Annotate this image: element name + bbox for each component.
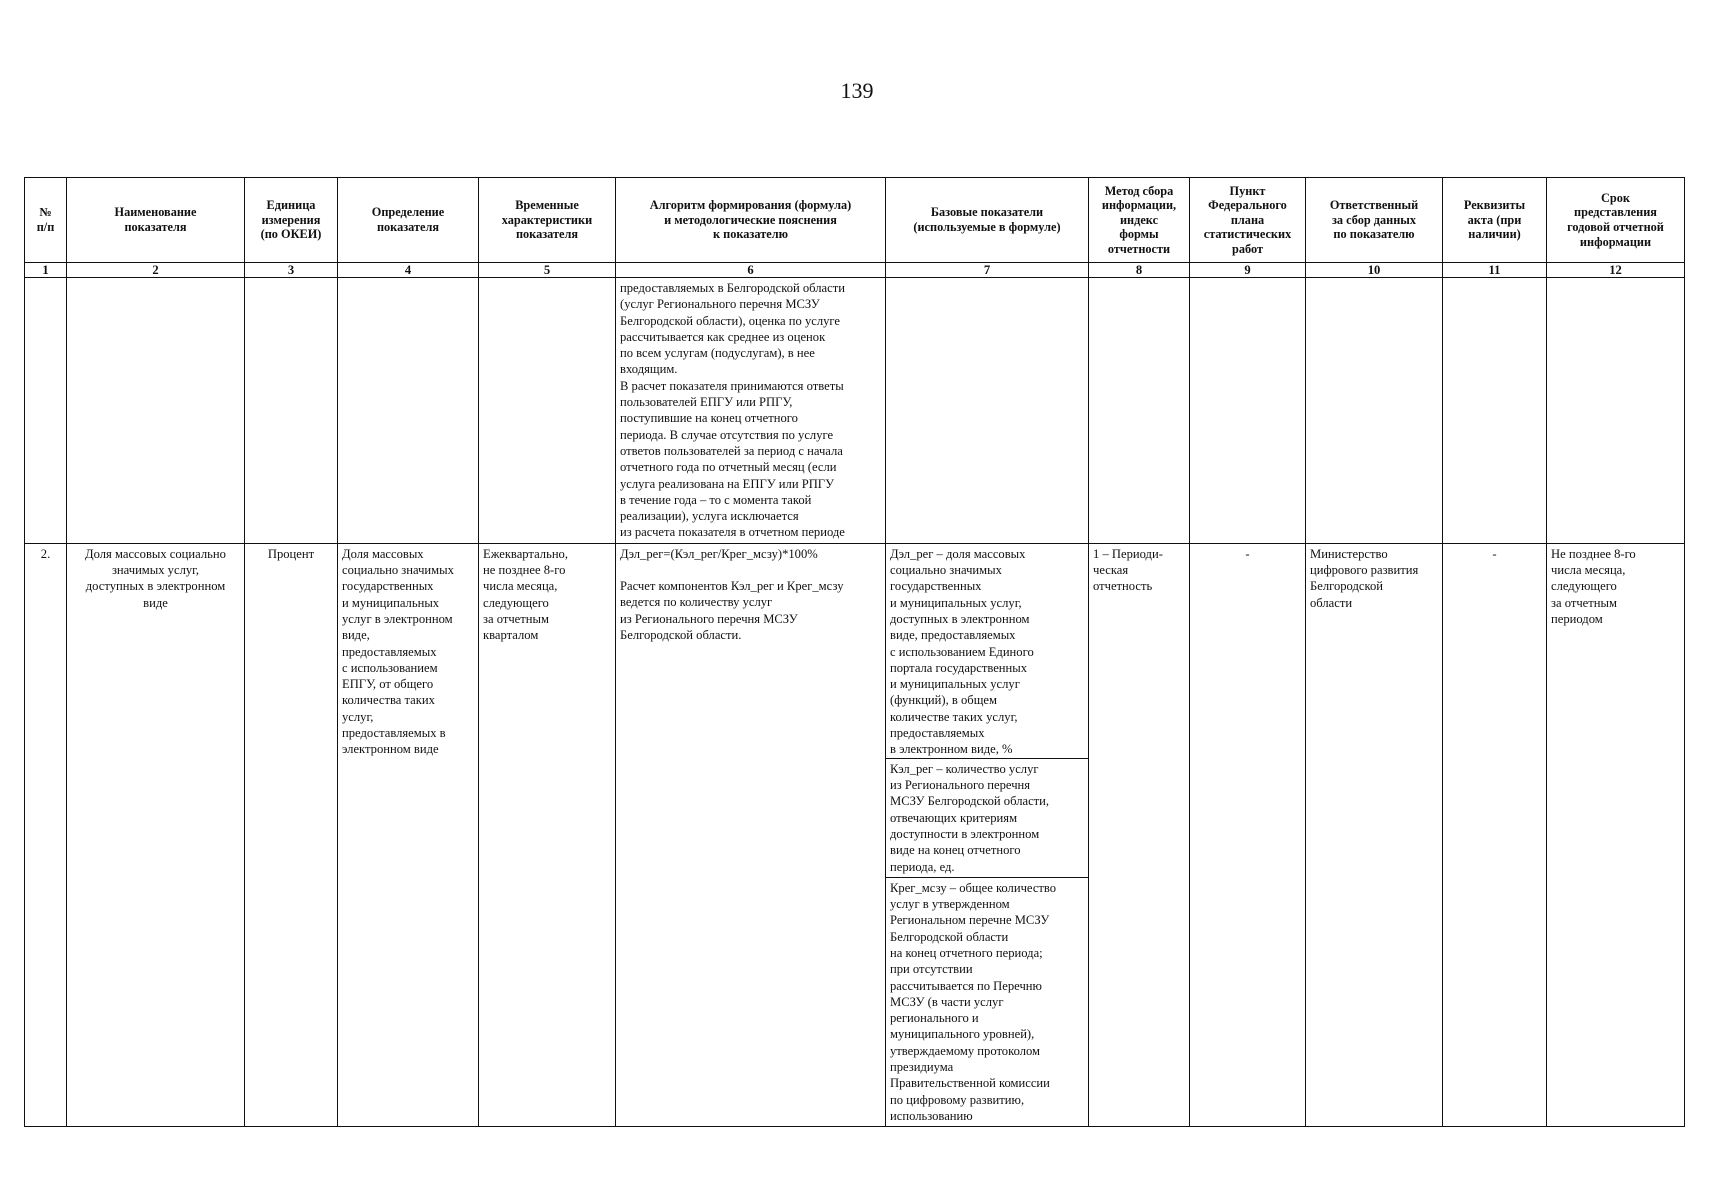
column-number: 8: [1089, 263, 1190, 278]
indicator-timing: Ежеквартально, не позднее 8-го числа месяца, следующего за отчетным кварталом: [479, 543, 616, 1126]
header-unit: Единица измерения (по ОКЕИ): [245, 178, 338, 263]
header-timing: Временные характеристики показателя: [479, 178, 616, 263]
column-number: 1: [25, 263, 67, 278]
base-indicators-cell: [886, 543, 1089, 1126]
indicator-algorithm-cell: [616, 543, 886, 1126]
column-number: 4: [338, 263, 479, 278]
table-row: [25, 543, 1685, 1126]
column-number: 2: [67, 263, 245, 278]
indicator-algorithm-text: Расчет компонентов Кэл_рег и Крег_мсзу ведется по количеству услуг из Регионального перечня МСЗУ Белгородской области.: [620, 579, 844, 642]
header-method: Метод сбора информации, индекс формы отчетности: [1089, 178, 1190, 263]
header-deadline: Срок представления годовой отчетной информации: [1547, 178, 1685, 263]
continuation-row: [25, 278, 1685, 544]
column-number-row: [25, 263, 1685, 278]
header-name: Наименование показателя: [67, 178, 245, 263]
indicator-name: Доля массовых социально значимых услуг, доступных в электронном виде: [67, 543, 245, 1126]
column-number: 11: [1443, 263, 1547, 278]
indicator-definition: Доля массовых социально значимых государственных и муниципальных услуг в электронном виде, предоставляемых с использованием ЕПГУ, от общего количества таких услуг, предоставляемых в электронном виде: [338, 543, 479, 1126]
federal-plan-item: -: [1190, 543, 1306, 1126]
header-row: [25, 178, 1685, 263]
continuation-algorithm: предоставляемых в Белгородской области (услуг Регионального перечня МСЗУ Белгородской области), оценка по услуге рассчитывается как среднее из оценок по всем услугам (подуслугам), в нее входящим. В расчет показателя принимаются ответы пользователей ЕПГУ или РПГУ, поступившие на конец отчетного периода. В случае отсутствия по услуге ответов пользователей за период с начала отчетного года по отчетный месяц (если услуга реализована на ЕПГУ или РПГУ в течение года – то с момента такой реализации), услуга исключается из расчета показателя в отчетном периоде: [616, 278, 886, 544]
column-number: 6: [616, 263, 886, 278]
responsible-body: Министерство цифрового развития Белгородской области: [1306, 543, 1443, 1126]
indicator-formula: Дэл_рег=(Кэл_рег/Крег_мсзу)*100%: [620, 546, 818, 561]
header-number: № п/п: [25, 178, 67, 263]
header-fed-plan: Пункт Федерального плана статистических работ: [1190, 178, 1306, 263]
reporting-deadline: Не позднее 8-го числа месяца, следующего за отчетным периодом: [1547, 543, 1685, 1126]
header-act: Реквизиты акта (при наличии): [1443, 178, 1547, 263]
column-number: 9: [1190, 263, 1306, 278]
header-definition: Определение показателя: [338, 178, 479, 263]
column-number: 12: [1547, 263, 1685, 278]
indicators-table: [24, 177, 1685, 1127]
column-number: 5: [479, 263, 616, 278]
column-number: 10: [1306, 263, 1443, 278]
collection-method: 1 – Периоди- ческая отчетность: [1089, 543, 1190, 1126]
base-indicator-count-electronic: Кэл_рег – количество услуг из Регионального перечня МСЗУ Белгородской области, отвечающих критериям доступности в электронном виде на конец отчетного периода, ед.: [886, 759, 1088, 878]
base-indicator-count-total: Крег_мсзу – общее количество услуг в утвержденном Региональном перечне МСЗУ Белгородской области на конец отчетного периода; при отсутствии рассчитывается по Перечню МСЗУ (в части услуг регионального и муниципального уровней), утверждаемому протоколом президиума Правительственной комиссии по цифровому развитию, использованию: [890, 880, 1057, 1123]
base-indicator-share: Дэл_рег – доля массовых социально значимых государственных и муниципальных услуг, доступных в электронном виде, предоставляемых с использованием Единого портала государственных и муниципальных услуг (функций), в общем количестве таких услуг, предоставляемых в электронном виде, %: [886, 544, 1088, 759]
page-number: 139: [840, 78, 874, 103]
indicator-unit: Процент: [245, 543, 338, 1126]
column-number: 3: [245, 263, 338, 278]
column-number: 7: [886, 263, 1089, 278]
act-details: -: [1443, 543, 1547, 1126]
header-base: Базовые показатели (используемые в формуле): [886, 178, 1089, 263]
row-number: 2.: [25, 543, 67, 1126]
header-algorithm: Алгоритм формирования (формула) и методологические пояснения к показателю: [616, 178, 886, 263]
header-responsible: Ответственный за сбор данных по показателю: [1306, 178, 1443, 263]
